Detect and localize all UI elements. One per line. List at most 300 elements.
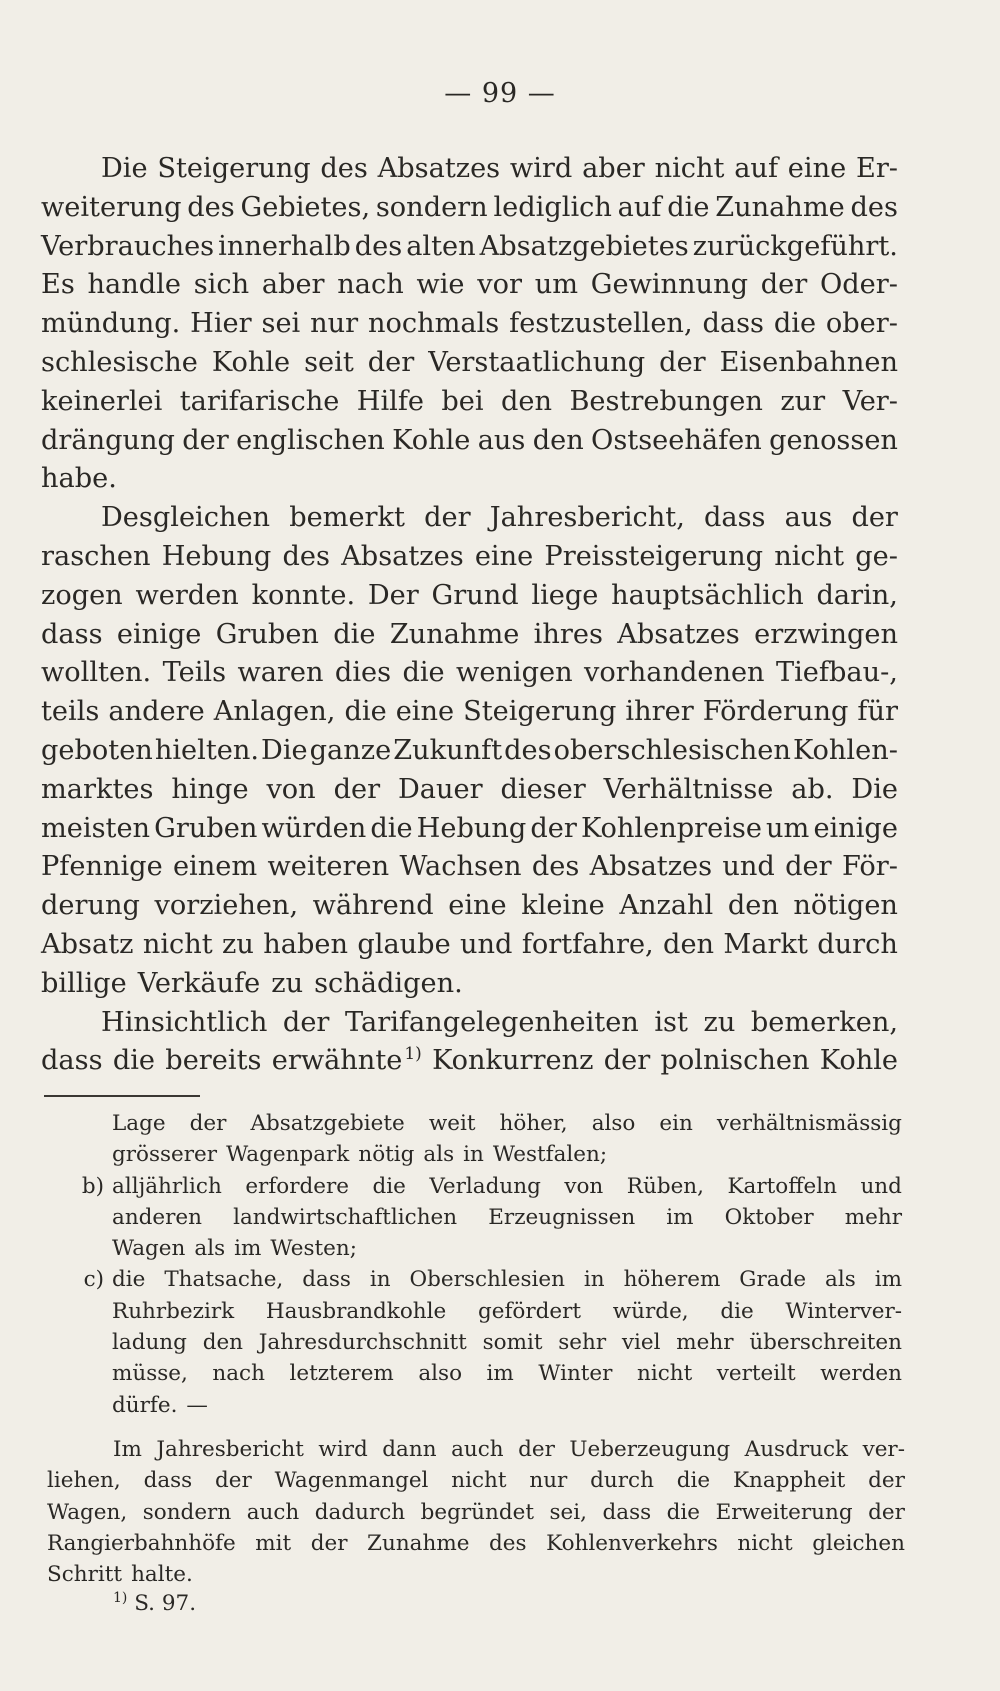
word: Kohle bbox=[211, 346, 291, 378]
word: zurückgeführt. bbox=[692, 230, 898, 262]
word: Ostseehäfen bbox=[591, 424, 762, 456]
word: die bbox=[666, 1499, 701, 1525]
word: die bbox=[372, 1173, 406, 1199]
word: zu bbox=[222, 928, 254, 960]
word: müsse, bbox=[112, 1361, 188, 1387]
word: geboten bbox=[41, 734, 153, 766]
word: somit bbox=[482, 1330, 543, 1356]
word: Kohlenverkehrs bbox=[546, 1530, 718, 1556]
word: zogen bbox=[41, 579, 123, 611]
word: verteilt bbox=[716, 1361, 796, 1387]
word: vor bbox=[477, 269, 522, 301]
word: englischen bbox=[236, 424, 385, 456]
word: zu bbox=[703, 1006, 736, 1038]
word: raschen bbox=[41, 540, 151, 572]
word: weit bbox=[428, 1111, 476, 1136]
word: dies bbox=[334, 657, 392, 689]
footnote bbox=[113, 1591, 196, 1616]
word: haben bbox=[263, 928, 348, 960]
word: die bbox=[112, 1267, 146, 1293]
word: Hinsichtlich bbox=[101, 1006, 268, 1038]
text-line bbox=[47, 1559, 905, 1590]
word: ladung bbox=[112, 1330, 187, 1356]
word: nicht bbox=[142, 928, 213, 960]
word: polnischen bbox=[660, 1045, 810, 1077]
word: Hilfe bbox=[356, 385, 424, 417]
word: erzwingen bbox=[754, 618, 898, 650]
word: einige bbox=[116, 618, 202, 650]
word: seit bbox=[304, 346, 354, 378]
word: Anzahl bbox=[619, 890, 714, 922]
word: dürfe. bbox=[112, 1392, 178, 1418]
word: ver- bbox=[862, 1437, 905, 1462]
word: im bbox=[234, 1236, 262, 1262]
word: der bbox=[851, 502, 898, 534]
word: den bbox=[532, 424, 584, 456]
word: werden bbox=[135, 579, 239, 611]
word: darin, bbox=[816, 579, 898, 611]
word: aus bbox=[477, 424, 526, 456]
word: Verstaatlichung bbox=[428, 346, 646, 378]
word: den bbox=[663, 928, 715, 960]
word: des bbox=[282, 540, 330, 572]
word: schlesische bbox=[41, 346, 198, 378]
word: Westen; bbox=[270, 1236, 357, 1262]
word: Ueberzeugung bbox=[569, 1437, 731, 1462]
word: Kohle bbox=[392, 424, 471, 456]
word: sondern bbox=[375, 191, 488, 223]
word: Ver- bbox=[842, 385, 898, 417]
word: Zunahme bbox=[715, 191, 845, 223]
word: die bbox=[402, 657, 445, 689]
text-line bbox=[41, 693, 898, 732]
word: Kohle bbox=[819, 1045, 898, 1077]
text-line bbox=[41, 189, 898, 228]
word: billige bbox=[41, 967, 127, 999]
word: auch bbox=[246, 1499, 300, 1525]
footnote-text: S. 97. bbox=[134, 1591, 197, 1616]
word: Bestrebungen bbox=[569, 385, 763, 417]
word: Winterver- bbox=[785, 1298, 902, 1324]
word: sei, bbox=[549, 1499, 587, 1525]
word: aus bbox=[784, 502, 833, 534]
word: mehr bbox=[676, 1330, 734, 1356]
word: im bbox=[874, 1267, 902, 1293]
word: Absatzes bbox=[341, 540, 464, 572]
word: Desgleichen bbox=[101, 502, 271, 534]
word: Konkurrenz bbox=[432, 1045, 594, 1077]
text-line bbox=[47, 1497, 905, 1528]
word: die bbox=[773, 308, 817, 340]
word: der bbox=[868, 1499, 905, 1525]
page-number: — 99 — bbox=[444, 78, 556, 109]
word: Oder- bbox=[819, 269, 898, 301]
word: der bbox=[603, 1045, 651, 1077]
word: auf bbox=[617, 191, 662, 223]
word: des bbox=[489, 1530, 527, 1556]
word: der bbox=[215, 1468, 252, 1494]
word: Erweiterung bbox=[715, 1499, 853, 1525]
list-item-label: c) bbox=[83, 1267, 104, 1293]
word: auf bbox=[734, 153, 779, 184]
text-line bbox=[41, 810, 898, 849]
word: der bbox=[424, 502, 471, 534]
word: Steigerung bbox=[157, 153, 311, 184]
word: fortfahre, bbox=[521, 928, 654, 960]
word: um bbox=[534, 269, 579, 301]
word: in bbox=[369, 1267, 391, 1293]
word: für bbox=[857, 696, 898, 728]
word: des bbox=[531, 851, 580, 883]
word: letzterem bbox=[289, 1361, 394, 1387]
word: Kartoffeln bbox=[727, 1173, 837, 1199]
word: anderen bbox=[112, 1204, 202, 1230]
word: konnte. bbox=[251, 579, 356, 611]
word: Dauer bbox=[397, 773, 483, 805]
text-line bbox=[112, 1264, 902, 1295]
word: Thatsache, bbox=[164, 1267, 284, 1293]
word: Oberschlesien bbox=[409, 1267, 565, 1293]
word: überschreiten bbox=[749, 1330, 902, 1356]
list-item bbox=[83, 1264, 902, 1420]
word: würde, bbox=[612, 1298, 689, 1324]
word: liehen, bbox=[47, 1468, 121, 1494]
word: die bbox=[112, 1045, 156, 1077]
word: den bbox=[202, 1330, 244, 1356]
word: den bbox=[501, 385, 553, 417]
word: und bbox=[860, 1173, 902, 1199]
word: auch bbox=[451, 1437, 504, 1462]
word: aber bbox=[261, 269, 325, 301]
word: dass bbox=[703, 502, 766, 534]
word: höherem bbox=[623, 1267, 721, 1293]
word: Zukunft bbox=[393, 734, 503, 766]
text-line bbox=[112, 1296, 902, 1327]
word: nach bbox=[337, 269, 404, 301]
word: mehr bbox=[844, 1204, 902, 1230]
word: Der bbox=[367, 579, 419, 611]
text-line bbox=[41, 771, 898, 810]
word: und bbox=[722, 851, 775, 883]
word: verhältnismässig bbox=[716, 1111, 902, 1136]
word: die bbox=[667, 191, 710, 223]
word: derung bbox=[41, 890, 140, 922]
word: Pfennige bbox=[41, 851, 163, 883]
word: Teils bbox=[162, 657, 227, 689]
text-line bbox=[41, 965, 898, 1004]
word: ein bbox=[659, 1111, 693, 1136]
word: hinge bbox=[171, 773, 249, 805]
text-line bbox=[47, 1434, 905, 1465]
word: die bbox=[370, 812, 413, 844]
word: nicht bbox=[774, 540, 845, 572]
word: zu bbox=[271, 967, 304, 999]
word: marktes bbox=[41, 773, 154, 805]
text-line bbox=[112, 1108, 902, 1139]
word: Erzeugnissen bbox=[488, 1204, 636, 1230]
text-line bbox=[41, 460, 898, 499]
word: wird bbox=[318, 1437, 368, 1462]
text-line bbox=[41, 538, 898, 577]
small-print-paragraph bbox=[47, 1434, 905, 1590]
word: Rüben, bbox=[626, 1173, 704, 1199]
word: För- bbox=[841, 851, 898, 883]
word: nicht bbox=[654, 153, 725, 184]
word: also bbox=[591, 1111, 636, 1136]
word: Gewinnung bbox=[590, 269, 748, 301]
word: halte. bbox=[131, 1562, 193, 1588]
text-line bbox=[112, 1358, 902, 1389]
text-line bbox=[47, 1465, 905, 1496]
word: Wagenmangel bbox=[274, 1468, 429, 1494]
word: Absatzgebietes bbox=[479, 230, 689, 262]
word: weiterung bbox=[41, 191, 182, 223]
word: alten bbox=[406, 230, 476, 262]
word: — bbox=[186, 1392, 208, 1418]
word: Er- bbox=[855, 153, 898, 184]
word: ober- bbox=[825, 308, 898, 340]
word: Absatzes bbox=[589, 851, 713, 883]
word: dass bbox=[702, 308, 764, 340]
word: der bbox=[367, 346, 415, 378]
word: die bbox=[720, 1298, 754, 1324]
word: der bbox=[785, 851, 832, 883]
text-line bbox=[41, 926, 898, 965]
word: gefördert bbox=[477, 1298, 582, 1324]
word: nicht bbox=[636, 1361, 693, 1387]
word: Hier bbox=[190, 308, 252, 340]
text-line bbox=[112, 1327, 902, 1358]
word: nicht bbox=[737, 1530, 793, 1556]
word: Förderung bbox=[702, 696, 849, 728]
word: also bbox=[418, 1361, 463, 1387]
word: Die bbox=[261, 734, 308, 766]
word: eine bbox=[474, 540, 534, 572]
word: der bbox=[310, 1530, 348, 1556]
word: der bbox=[182, 424, 229, 456]
word: erfordere bbox=[245, 1173, 349, 1199]
word: alljährlich bbox=[112, 1173, 222, 1199]
word: bemerken, bbox=[750, 1006, 898, 1038]
continued-footnote-block bbox=[81, 1108, 902, 1421]
word: drängung bbox=[41, 424, 175, 456]
word: Im bbox=[113, 1437, 142, 1462]
footnote-separator-rule bbox=[44, 1095, 200, 1097]
word: Verladung bbox=[429, 1173, 541, 1199]
word: Es bbox=[41, 269, 75, 301]
text-line bbox=[112, 1202, 902, 1233]
word: als bbox=[825, 1267, 856, 1293]
word: Lage bbox=[112, 1111, 166, 1136]
word: sondern bbox=[142, 1499, 232, 1525]
word: als bbox=[194, 1236, 226, 1262]
word: der bbox=[333, 773, 381, 805]
word: des bbox=[354, 230, 403, 262]
text-line bbox=[112, 1139, 902, 1170]
word: der bbox=[282, 1006, 330, 1038]
word: wollten. bbox=[41, 657, 152, 689]
word: kleine bbox=[521, 890, 605, 922]
word: während bbox=[312, 890, 434, 922]
text-line bbox=[112, 1233, 902, 1264]
word: im bbox=[486, 1361, 514, 1387]
word: hauptsächlich bbox=[611, 579, 804, 611]
word: dass bbox=[302, 1267, 351, 1293]
word: bereits bbox=[165, 1045, 262, 1077]
word: eine bbox=[787, 153, 847, 184]
word: als bbox=[423, 1142, 455, 1168]
word: Eisenbahnen bbox=[719, 346, 898, 378]
word: dadurch bbox=[314, 1499, 406, 1525]
word: nicht bbox=[451, 1468, 507, 1494]
word: Schritt bbox=[47, 1562, 123, 1588]
word: Rangierbahnhöfe bbox=[47, 1530, 236, 1556]
word: dass bbox=[602, 1499, 652, 1525]
word: sei bbox=[261, 308, 301, 340]
word: Markt bbox=[723, 928, 808, 960]
word: höher, bbox=[499, 1111, 568, 1136]
text-line bbox=[41, 848, 898, 887]
word: Absatzes bbox=[617, 618, 740, 650]
word: meisten bbox=[41, 812, 151, 844]
word: des bbox=[187, 191, 235, 223]
text-line bbox=[112, 1390, 902, 1421]
word: keinerlei bbox=[41, 385, 163, 417]
word: in bbox=[463, 1142, 484, 1168]
word: ganze bbox=[309, 734, 392, 766]
word: festzustellen, bbox=[509, 308, 693, 340]
word: nach bbox=[212, 1361, 265, 1387]
word: Oktober bbox=[724, 1204, 814, 1230]
word: dieser bbox=[500, 773, 586, 805]
text-line bbox=[112, 1171, 902, 1202]
word: sich bbox=[193, 269, 250, 301]
word: glaube bbox=[357, 928, 451, 960]
word: viel bbox=[621, 1330, 661, 1356]
word: genossen bbox=[769, 424, 898, 456]
word: Jahresbericht, bbox=[489, 502, 685, 534]
text-line bbox=[41, 344, 898, 383]
word: handle bbox=[87, 269, 181, 301]
word: nochmals bbox=[368, 308, 500, 340]
word: würden bbox=[261, 812, 367, 844]
text-line bbox=[41, 654, 898, 693]
word: Gruben bbox=[215, 618, 319, 650]
word: Kohlenpreise bbox=[580, 812, 762, 844]
word: Verkäufe bbox=[137, 967, 261, 999]
word: des bbox=[320, 153, 368, 184]
word: Grade bbox=[739, 1267, 807, 1293]
text-line bbox=[47, 1528, 905, 1559]
text-line bbox=[41, 305, 898, 344]
word: ge- bbox=[855, 540, 898, 572]
list-item bbox=[81, 1171, 902, 1265]
word: mit bbox=[255, 1530, 292, 1556]
word: um bbox=[766, 812, 810, 844]
word: durch bbox=[590, 1468, 654, 1494]
main-text-block bbox=[41, 150, 898, 1081]
word: dass bbox=[41, 1045, 103, 1077]
word: waren bbox=[237, 657, 324, 689]
text-line bbox=[41, 1004, 898, 1043]
text-line bbox=[41, 1042, 898, 1081]
word: zur bbox=[780, 385, 826, 417]
word: eine bbox=[395, 696, 455, 728]
word: Preissteigerung bbox=[544, 540, 764, 572]
word: ihrer bbox=[625, 696, 694, 728]
list-item-label: b) bbox=[81, 1173, 104, 1199]
word: Hebung bbox=[416, 812, 527, 844]
word: vorhandenen bbox=[584, 657, 765, 689]
word: Die bbox=[851, 773, 898, 805]
text-line bbox=[41, 422, 898, 461]
word: einem bbox=[172, 851, 258, 883]
word: Absatzgebiete bbox=[250, 1111, 405, 1136]
word: Tiefbau-, bbox=[775, 657, 898, 689]
word: einige bbox=[813, 812, 898, 844]
word: dass bbox=[143, 1468, 193, 1494]
list-item-body bbox=[112, 1171, 902, 1265]
word: werden bbox=[820, 1361, 902, 1387]
word: in bbox=[583, 1267, 605, 1293]
word: die bbox=[344, 696, 387, 728]
word: oberschlesischen bbox=[553, 734, 791, 766]
word: der bbox=[868, 1468, 905, 1494]
word: aber bbox=[582, 153, 645, 184]
word: Gebietes, bbox=[240, 191, 371, 223]
text-line bbox=[41, 266, 898, 305]
word: nur bbox=[529, 1468, 568, 1494]
word: Die bbox=[101, 153, 148, 184]
footnote-reference: 1) bbox=[404, 1044, 422, 1065]
word: des bbox=[850, 191, 898, 223]
word: Ausdruck bbox=[744, 1437, 849, 1462]
word: Steigerung bbox=[463, 696, 617, 728]
word: Knappheit bbox=[732, 1468, 846, 1494]
word: gleichen bbox=[812, 1530, 905, 1556]
word: der bbox=[189, 1111, 227, 1136]
text-line bbox=[41, 228, 898, 267]
word: nur bbox=[310, 308, 359, 340]
word: bemerkt bbox=[289, 502, 405, 534]
word: sehr bbox=[558, 1330, 607, 1356]
word: liege bbox=[531, 579, 599, 611]
word: Absatz bbox=[41, 928, 134, 960]
word: ab. bbox=[791, 773, 834, 805]
word: weiteren bbox=[267, 851, 390, 883]
word: eine bbox=[448, 890, 507, 922]
word: der bbox=[518, 1437, 555, 1462]
word: Wagenpark bbox=[226, 1142, 350, 1168]
word: Winter bbox=[538, 1361, 613, 1387]
word: vorziehen, bbox=[154, 890, 299, 922]
word: Grund bbox=[431, 579, 519, 611]
text-line bbox=[41, 383, 898, 422]
word: Ruhrbezirk bbox=[112, 1298, 235, 1324]
word: innerhalb bbox=[218, 230, 351, 262]
word: die bbox=[676, 1468, 711, 1494]
text-line bbox=[41, 577, 898, 616]
word: Anlagen, bbox=[213, 696, 336, 728]
word: Zunahme bbox=[389, 618, 520, 650]
word: Wagen, bbox=[47, 1499, 128, 1525]
word: nötig bbox=[358, 1142, 415, 1168]
word: von bbox=[564, 1173, 604, 1199]
word: den bbox=[727, 890, 779, 922]
text-line bbox=[41, 499, 898, 538]
word: ist bbox=[654, 1006, 688, 1038]
word: Wagen bbox=[112, 1236, 186, 1262]
